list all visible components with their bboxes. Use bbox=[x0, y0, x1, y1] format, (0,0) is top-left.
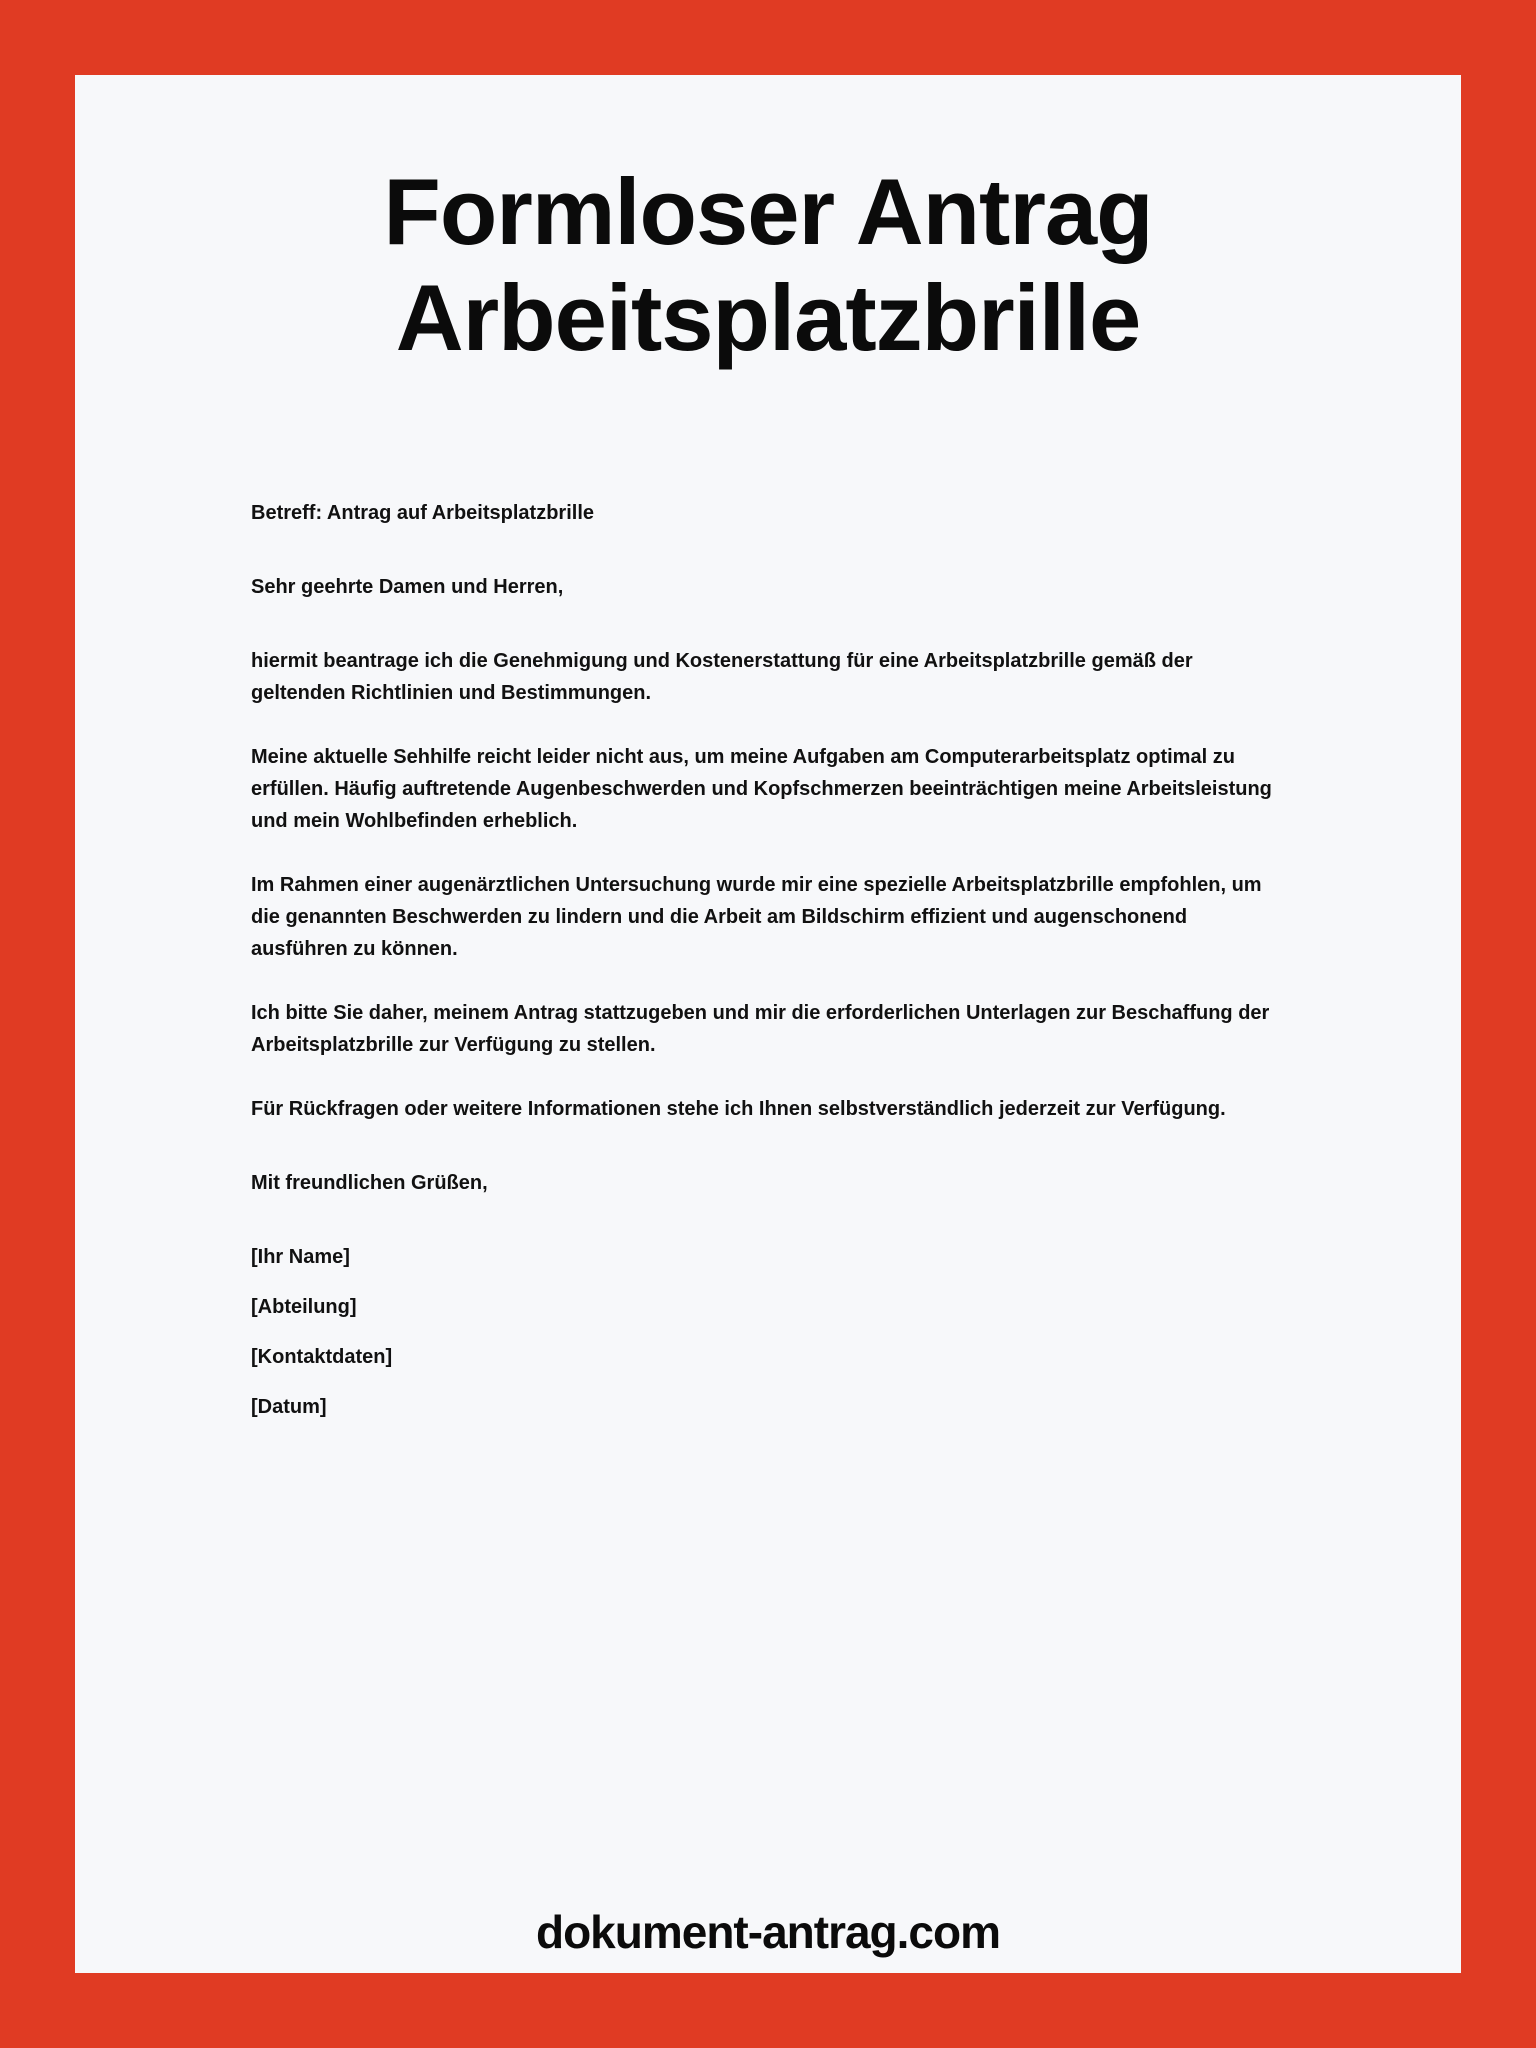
page-title bbox=[251, 159, 1285, 371]
paragraph-request: hiermit beantrage ich die Genehmigung und Kostenerstattung für eine Arbeitsplatzbrille gemäß der geltenden Richtlinien und Bestimmungen. bbox=[251, 650, 1193, 704]
paragraph-doctor-recommendation: Im Rahmen einer augenärztlichen Untersuchung wurde mir eine spezielle Arbeitsplatzbrille empfohlen, um die genannten Beschwerden zu lindern und die Arbeit am Bildschirm effizient und augenschonend ausführen zu können. bbox=[251, 874, 1262, 960]
signature-contact-placeholder: [Kontaktdaten] bbox=[251, 1346, 393, 1368]
subject-line: Betreff: Antrag auf Arbeitsplatzbrille bbox=[251, 502, 594, 524]
page-title-line1: Formloser Antrag bbox=[383, 159, 1153, 264]
document-page bbox=[75, 75, 1461, 1973]
paragraph-availability: Für Rückfragen oder weitere Informationen stehe ich Ihnen selbstverständlich jederzeit zur Verfügung. bbox=[251, 1098, 1226, 1120]
website-footer: dokument-antrag.com bbox=[535, 1906, 1001, 1958]
signature-department-placeholder: [Abteilung] bbox=[251, 1296, 357, 1318]
closing-line: Mit freundlichen Grüßen, bbox=[251, 1172, 488, 1194]
signature-name-placeholder: [Ihr Name] bbox=[251, 1246, 350, 1268]
paragraph-current-glasses: Meine aktuelle Sehhilfe reicht leider nicht aus, um meine Aufgaben am Computerarbeitsplatz optimal zu erfüllen. Häufig auftretende Augenbeschwerden und Kopfschmerzen beeinträchtigen meine Arbeitsleistung und mein Wohlbefinden erheblich. bbox=[251, 746, 1272, 832]
signature-date-placeholder: [Datum] bbox=[251, 1396, 327, 1418]
salutation: Sehr geehrte Damen und Herren, bbox=[251, 576, 564, 598]
paragraph-approval-request: Ich bitte Sie daher, meinem Antrag stattzugeben und mir die erforderlichen Unterlagen zur Beschaffung der Arbeitsplatzbrille zur Verfügung zu stellen. bbox=[251, 1002, 1270, 1056]
page-title-line2: Arbeitsplatzbrille bbox=[395, 265, 1141, 370]
